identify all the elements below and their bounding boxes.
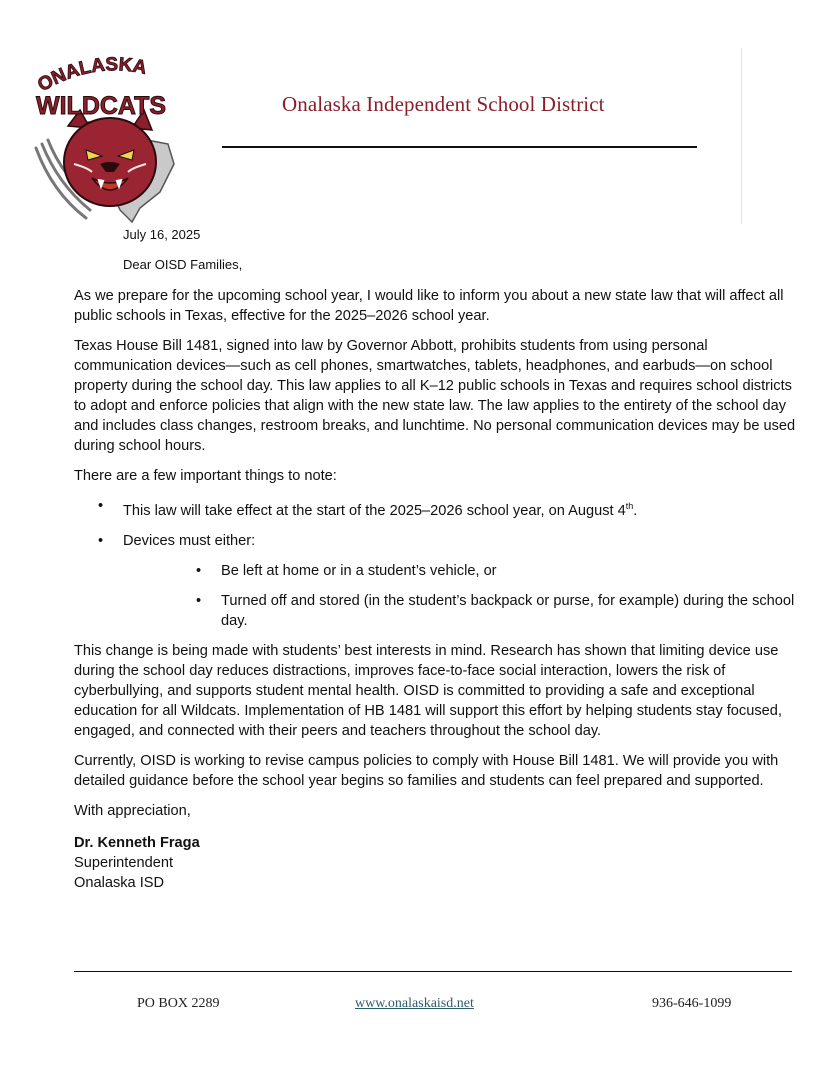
footer-divider xyxy=(74,971,792,972)
district-name: Onalaska Independent School District xyxy=(282,92,605,116)
signature-block xyxy=(74,833,796,893)
ordinal-suffix: th xyxy=(625,501,634,511)
sub-list-item: • Turned off and stored (in the student’s backpack or purse, for example) during the school day. xyxy=(123,591,796,631)
header-divider xyxy=(222,146,697,148)
devices-sublist xyxy=(123,561,796,631)
margin-divider xyxy=(741,48,742,224)
logo-text-bottom: WILDCATS xyxy=(36,92,167,120)
bullet-effective-date: This law will take effect at the start of the 2025–2026 school year, on August 4 xyxy=(123,502,626,519)
signer-title: Superintendent xyxy=(74,854,173,871)
list-item xyxy=(74,531,796,631)
bullet-devices: Devices must either: xyxy=(123,532,256,549)
footer-address: PO BOX 2289 xyxy=(137,996,220,1011)
letter-salutation: Dear OISD Families, xyxy=(123,257,243,272)
paragraph-intro: As we prepare for the upcoming school year, I would like to inform you about a new state law that will affect all public schools in Texas, effective for the 2025–2026 school year. xyxy=(74,288,784,324)
signer-org: Onalaska ISD xyxy=(74,874,165,891)
closing-line: With appreciation, xyxy=(74,802,191,819)
footer-phone: 936-646-1099 xyxy=(652,996,732,1011)
letter-body xyxy=(74,286,796,893)
sub-list-item: • Be left at home or in a student’s vehicle, or xyxy=(123,561,796,581)
letter-date: July 16, 2025 xyxy=(123,227,201,242)
notes-list xyxy=(74,496,796,631)
paragraph-hb1481: Texas House Bill 1481, signed into law by Governor Abbott, prohibits students from using personal communication devices—such as cell phones, smartwatches, tablets, headphones, and earbuds—on school property during the school day. This law applies to all K–12 public schools in Texas and requires school districts to adopt and enforce policies that align with the new state law. The law applies to the entirety of the school day and includes class changes, restroom breaks, and lunchtime. No personal communication devices may be used during school hours. xyxy=(74,338,796,454)
footer-website-link[interactable]: www.onalaskaisd.net xyxy=(355,996,474,1011)
paragraph-notes-intro: There are a few important things to note: xyxy=(74,468,337,484)
signer-name: Dr. Kenneth Fraga xyxy=(74,834,200,851)
logo-text-top: ONALASKA xyxy=(34,54,149,97)
paragraph-rationale: This change is being made with students’ best interests in mind. Research has shown that limiting device use during the school day reduces distractions, improves face-to-face social interaction, lowers the risk of cyberbullying, and supports student mental health. OISD is committed to providing a safe and exceptional education for all Wildcats. Implementation of HB 1481 will support this effort by helping students stay focused, engaged, and connected with their peers and teachers throughout the school day. xyxy=(74,642,782,739)
wildcat-head-icon xyxy=(64,110,156,206)
wildcats-logo xyxy=(28,52,190,224)
list-item xyxy=(74,496,796,521)
bullet-period: . xyxy=(633,502,638,519)
paragraph-policy-update: Currently, OISD is working to revise campus policies to comply with House Bill 1481. We will provide you with detailed guidance before the school year begins so families and students can feel prepared and supported. xyxy=(74,752,779,789)
svg-text:ONALASKA xyxy=(34,54,148,96)
